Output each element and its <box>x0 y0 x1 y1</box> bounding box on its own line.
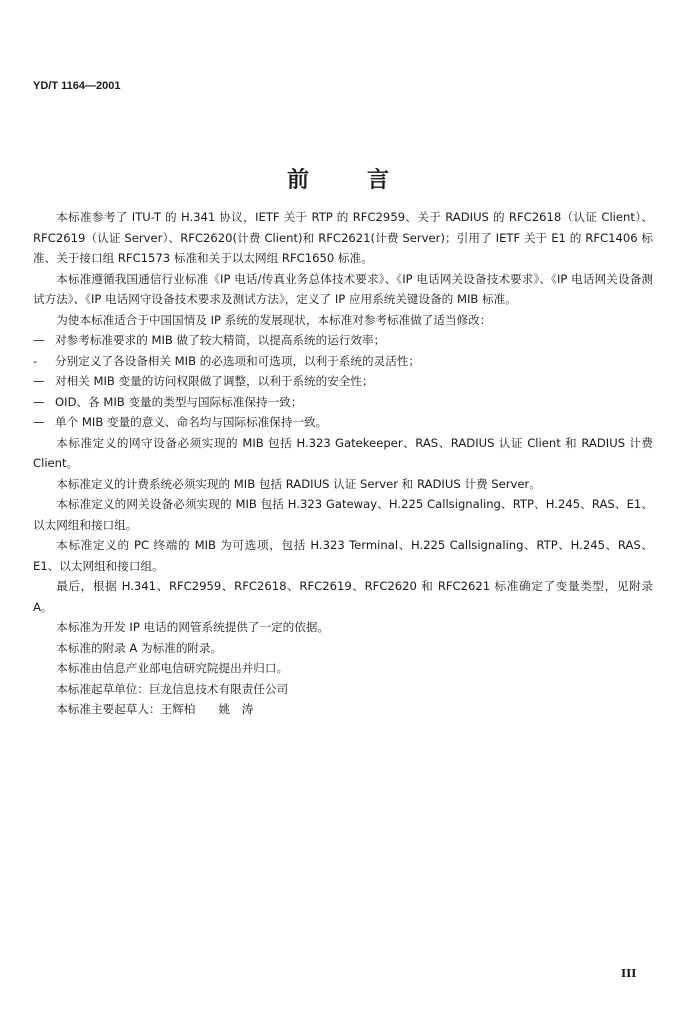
page-title: 前言 <box>286 168 447 193</box>
paragraph-gatekeeper-mib: 本标准定义的网守设备必须实现的 MIB 包括 H.323 Gatekeeper、RAS、RADIUS 认证 Client 和 RADIUS 计费 Client。 <box>33 435 653 470</box>
list-dash: - <box>33 353 38 368</box>
list-item <box>33 412 653 433</box>
paragraph-gateway-mib: 本标准定义的网关设备必须实现的 MIB 包括 H.323 Gateway、H.225 Callsignaling、RTP、H.245、RAS、E1、以太网组和接口组。 <box>33 497 653 532</box>
standard-code: YD/T 1164—2001 <box>33 80 121 92</box>
page-number: III <box>621 967 637 980</box>
list-item-text: OID、各 MIB 变量的类型与国际标准保持一致； <box>55 394 303 409</box>
list-item-text: 单个 MIB 变量的意义、命名均与国际标准保持一致。 <box>55 415 328 429</box>
list-item-text: 分别定义了各设备相关 MIB 的必选项和可选项，以利于系统的灵活性； <box>55 353 420 368</box>
paragraph-references: 本标准参考了 ITU-T 的 H.341 协议，IETF 关于 RTP 的 RFC2959、关于 RADIUS 的 RFC2618（认证 Client）、RFC2619（认证 Server）、RFC2620(计费 Client)和 RFC2621(计费 Server)；引用了 IETF 关于 E1 的 RFC1406 标准、关于接口组 RFC1573 标准和关于以太网组 RFC1650 标准。 <box>33 210 653 265</box>
paragraph-modifications-intro: 为使本标准适合于中国国情及 IP 系统的发展现状，本标准对参考标准做了适当修改： <box>56 312 492 327</box>
list-item-text: 对参考标准要求的 MIB 做了较大精简，以提高系统的运行效率； <box>55 333 386 347</box>
list-dash: — <box>33 333 45 347</box>
list-item <box>33 371 653 392</box>
list-dash: — <box>33 374 45 388</box>
paragraph-basis: 本标准为开发 IP 电话的网管系统提供了一定的依据。 <box>56 620 330 634</box>
paragraph-pc-terminal-mib: 本标准定义的 PC 终端的 MIB 为可选项，包括 H.323 Terminal、H.225 Callsignaling、RTP、H.245、RAS、E1、以太网组和接口组。 <box>33 538 653 573</box>
list-dash: — <box>33 415 45 429</box>
paragraph-drafters: 本标准主要起草人：王辉柏 姚 涛 <box>56 702 254 716</box>
paragraph-billing-mib: 本标准定义的计费系统必须实现的 MIB 包括 RADIUS 认证 Server 和 RADIUS 计费 Server。 <box>56 476 541 491</box>
list-item <box>33 330 653 351</box>
list-item <box>33 392 653 413</box>
paragraph-national-standards: 本标准遵循我国通信行业标准《IP 电话/传真业务总体技术要求》、《IP 电话网关设备技术要求》、《IP 电话网关设备测试方法》、《IP 电话网守设备技术要求及测试方法》，定义了 IP 应用系统关键设备的 MIB 标准。 <box>33 271 653 306</box>
paragraph-proposer: 本标准由信息产业部电信研究院提出并归口。 <box>56 661 289 675</box>
paragraph-appendix: 本标准的附录 A 为标准的附录。 <box>56 640 223 655</box>
list-dash: — <box>33 394 45 409</box>
paragraph-drafting-unit: 本标准起草单位：巨龙信息技术有限责任公司 <box>56 681 289 696</box>
list-item <box>33 351 653 372</box>
list-item-text: 对相关 MIB 变量的访问权限做了调整，以利于系统的安全性； <box>55 374 374 388</box>
paragraph-variable-types: 最后，根据 H.341、RFC2959、RFC2618、RFC2619、RFC2620 和 RFC2621 标准确定了变量类型，见附录 A。 <box>33 579 653 614</box>
document-body <box>33 207 653 720</box>
